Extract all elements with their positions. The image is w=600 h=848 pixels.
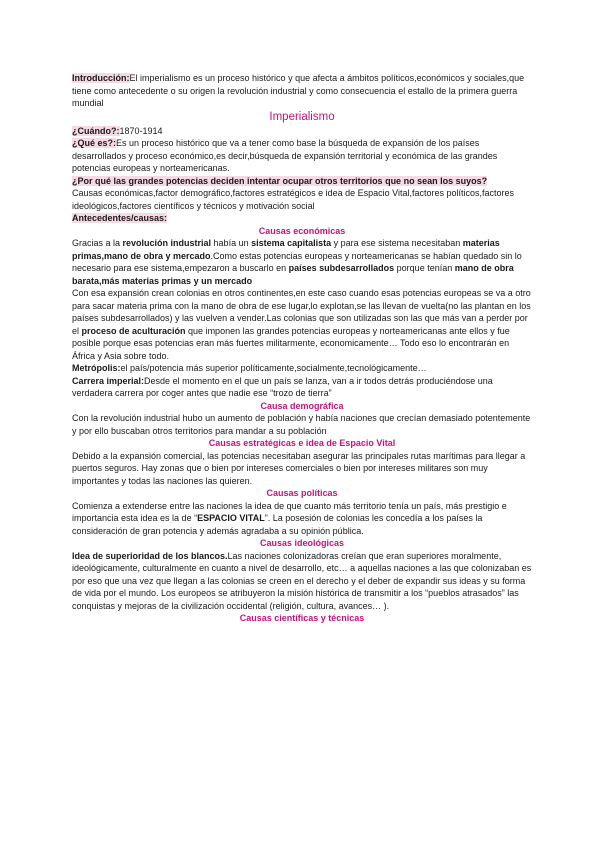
cuando-text: 1870-1914	[119, 125, 163, 136]
metropolis-line	[72, 362, 532, 375]
econ-p2-bold-1: proceso de aculturación	[81, 325, 186, 336]
econ-paragraph-2	[72, 287, 532, 362]
pol-paragraph	[72, 500, 532, 538]
econ-p1-bold-4: países subdesarrollados	[288, 263, 395, 273]
heading-causas-politicas: Causas políticas	[266, 488, 338, 498]
causas-list: Causas económicas,factor demográfico,factores estratégicos e idea de Espacio Vital,factores políticos,factores ideológicos,factores científicos y técnicos y motivación social	[72, 188, 515, 211]
intro-paragraph	[72, 72, 532, 110]
metropolis-text: el país/potencia más superior políticamente,socialmente,tecnológicamente…	[120, 363, 427, 373]
econ-p1-text-4: .Como estas potencias europeas y norteamericanas se habían quedado sin lo necesario para ese sistema,empezaron a buscarlo en	[72, 250, 522, 273]
econ-p1-text-3: y para ese sistema necesitaban	[331, 238, 463, 248]
econ-p1-text-1: Gracias a la	[72, 238, 123, 248]
pol-text-1: Comienza a extenderse entre las naciones la idea de que cuanto más territorio tenía un país, más prestigio e importancia esta idea es la de “	[72, 500, 507, 523]
carrera-paragraph	[72, 375, 532, 400]
carrera-label: Carrera imperial:	[72, 375, 145, 386]
ideo-bold-1: Idea de superioridad de los blancos.	[72, 550, 228, 561]
heading-causas-economicas: Causas económicas	[258, 225, 346, 236]
econ-p1-text-5: porque tenían	[394, 263, 455, 273]
econ-p2-text-1: Con esa expansión crean colonias en otros continentes,en este caso cuando esas potencias europeas se va a otro para sacar materia prima con la mano de obra de ese lugar,lo explotan,se las llevan de vuelta(no las plantan en los países subdesarrollados) y las vuelven a vender.Las colonias que son utilizadas son las que más van a perder por el	[72, 288, 531, 336]
carrera-text: Desde el momento en el que un país se lanza, van a ir todos detrás produciéndose una verdadera carrera por coger antes que nadie ese “trozo de tierra”	[72, 375, 493, 398]
estr-paragraph: Debido a la expansión comercial, las potencias necesitaban asegurar las principales rutas marítimas para llegar a puertos seguros. Hay zonas que o bien por intereses comerciales o bien por intereses militares son muy importantes y todas las naciones las quieren.	[72, 450, 526, 486]
question-text: ¿Por qué las grandes potencias deciden intentar ocupar otros territorios que no sean los suyos?	[72, 175, 488, 186]
econ-p1-bold-5: mano de obra barata,más materias primas y un mercado	[72, 263, 514, 286]
demo-paragraph: Con la revolución industrial hubo un aumento de población y había naciones que crecían demasiado potentemente y por ello buscaban otros territorios para mandar a su población	[72, 413, 531, 436]
econ-p1-bold-3: materias primas,mano de obra y mercado	[72, 238, 500, 261]
metropolis-label: Metrópolis:	[72, 363, 121, 373]
question-line	[72, 175, 532, 188]
intro-text: El imperialismo es un proceso histórico y que afecta a ámbitos políticos,económicos y sociales,que tiene como antecedente o su origen la revolución industrial y como consecuencia el estallo de la primera guerra mundial	[72, 73, 525, 108]
heading-causa-demografica: Causa demográfica	[260, 400, 344, 411]
page-title: Imperialismo	[269, 110, 335, 123]
antecedentes-line	[72, 212, 532, 225]
ideo-paragraph	[72, 550, 532, 613]
cuando-label: ¿Cuándo?:	[72, 125, 120, 136]
antecedentes-label: Antecedentes/causas:	[72, 213, 168, 223]
econ-p1-text-2: había un	[211, 238, 252, 248]
heading-causas-ideologicas: Causas ideológicas	[259, 538, 345, 548]
document-body	[72, 72, 532, 625]
econ-paragraph-1	[72, 237, 532, 287]
pol-text-2: ”. La posesión de colonias les concedía a los países la consideración de gran potencia y además agradaba a su opinión pública.	[72, 513, 483, 536]
ideo-text-1: Las naciones colonizadoras creían que eran superiores moralmente, ideológicamente, culturalmente en cuanto a nivel de desarrollo, etc… a aquellas naciones a las que colonizaban es por eso que una vez que llegan a las colonias se creen en el derecho y el deber de expandir sus ideas y su forma de vida por el mundo. Los europeos se atribuyeron la misión histórica de transmitir a los “pueblos atrasados” las conquistas y mejoras de la civilización occidental (religión, cultura, avances… ).	[72, 550, 532, 611]
intro-label: Introducción:	[72, 73, 130, 83]
que-es-text: Es un proceso histórico que va a tener como base la búsqueda de expansión de los países desarrollados y proceso económico,es decir,búsqueda de expansión territorial y económica de las grandes potencias europeas y norteamericanas.	[72, 138, 498, 173]
econ-p2-text-2: que imponen las grandes potencias europeas y norteamericanas ante ellos y fue posible porque esas potencias eran más fuertes militarmente, economicamente… Todo eso lo encontrarán en África y Asia sobre todo.	[72, 325, 510, 361]
que-es-label: ¿Qué es?:	[72, 138, 117, 148]
heading-causas-cientificas: Causas científicas y técnicas	[239, 613, 365, 623]
econ-p1-bold-2: sistema capitalista	[251, 238, 332, 248]
cuando-line	[72, 125, 532, 138]
pol-bold-1: ESPACIO VITAL	[197, 513, 265, 523]
econ-p1-bold-1: revolución industrial	[122, 238, 212, 248]
que-es-paragraph	[72, 137, 532, 175]
heading-causas-estrategicas: Causas estratégicas e idea de Espacio Vital	[208, 438, 396, 448]
